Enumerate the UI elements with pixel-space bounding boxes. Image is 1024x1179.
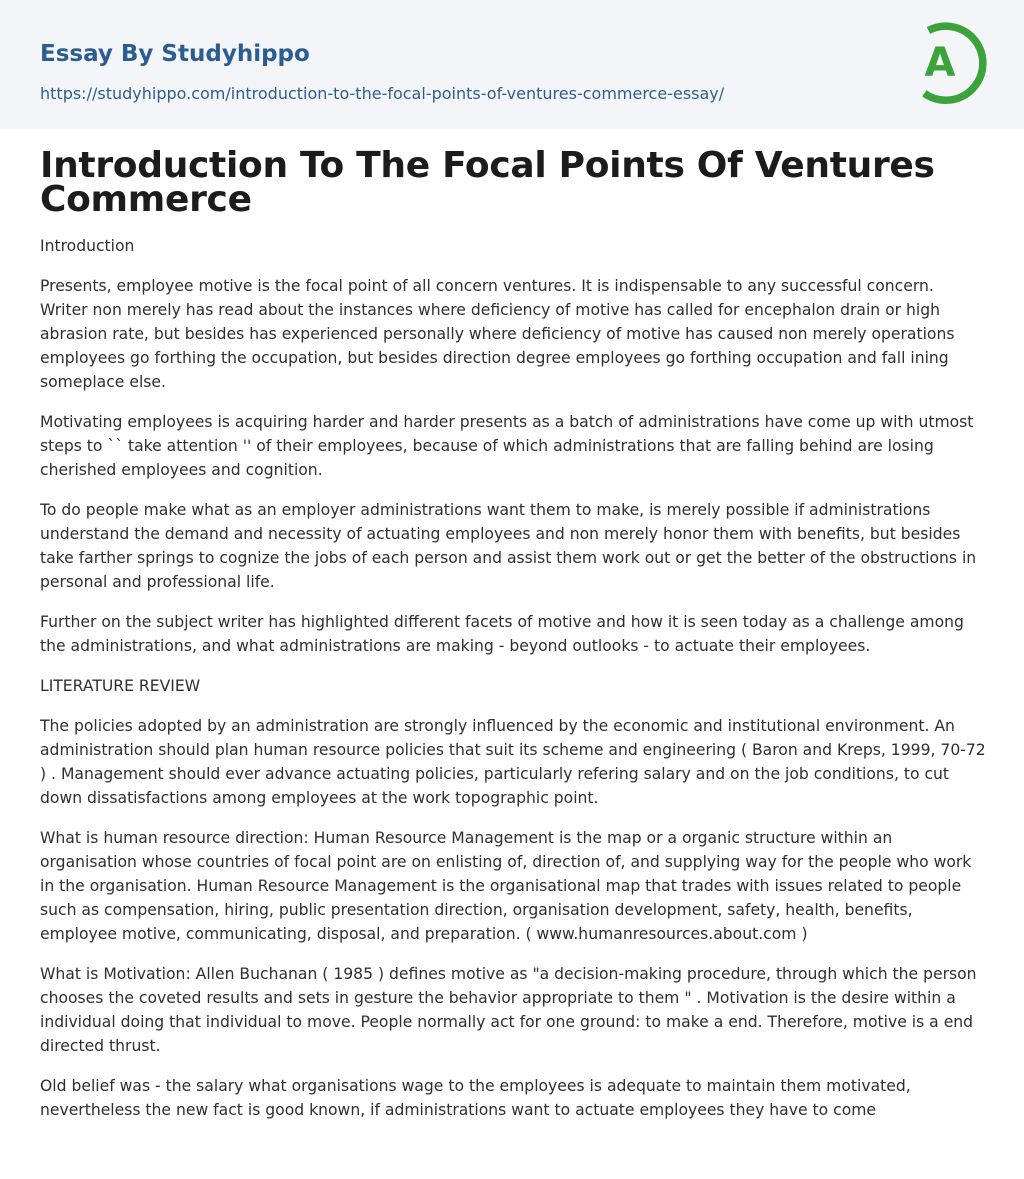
paragraph-introduction-heading: Introduction [40,237,135,255]
essay-body [40,234,986,1124]
essay-title: Introduction To The Focal Points Of Ventures Commerce [40,145,935,220]
paragraph: What is Motivation: Allen Buchanan ( 1985 ) defines motive as "a decision-making procedure, through which the person chooses the coveted results and sets in gesture the behavior appropriate to them " . Motivation is the desire within a individual doing that individual to move. People normally act for one ground: to make a end. Therefore, motive is a end directed thrust. [40,965,977,1055]
paragraph-literature-review-heading: LITERATURE REVIEW [40,677,201,695]
paragraph: Motivating employees is acquiring harder and harder presents as a batch of administrations have come up with utmost steps to `` take attention '' of their employees, because of which administrations that are falling behind are losing cherished employees and cognition. [40,413,974,479]
studyhippo-logo-icon[interactable] [906,18,990,106]
paragraph: The policies adopted by an administration are strongly influenced by the economic and institutional environment. An administration should plan human resource policies that suit its scheme and engineering ( Baron and Kreps, 1999, 70-72 ) . Management should ever advance actuating policies, particularly refering salary and on the job conditions, to cut down dissatisfactions among employees at the work topographic point. [40,717,986,807]
essay-url-link[interactable]: https://studyhippo.com/introduction-to-the-focal-points-of-ventures-commerce-essay/ [40,84,725,103]
logo-letter: A [924,40,956,86]
paragraph: Presents, employee motive is the focal point of all concern ventures. It is indispensable to any successful concern. Writer non merely has read about the instances where deficiency of motive has called for encephalon drain or high abrasion rate, but besides has experienced personally where deficiency of motive has caused non merely operations employees go forthing the occupation, but besides direction degree employees go forthing occupation and fall ining someplace else. [40,277,955,391]
site-header [0,0,1024,129]
paragraph: Old belief was - the salary what organisations wage to the employees is adequate to maintain them motivated, nevertheless the new fact is good known, if administrations want to actuate employees they have to come [40,1077,911,1119]
paragraph: What is human resource direction: Human Resource Management is the map or a organic structure within an organisation whose countries of focal point are on enlisting of, direction of, and supplying way for the people who work in the organisation. Human Resource Management is the organisational map that trades with issues related to people such as compensation, hiring, public presentation direction, organisation development, safety, health, benefits, employee motive, communicating, disposal, and preparation. ( www.humanresources.about.com ) [40,829,972,943]
brand-title[interactable]: Essay By Studyhippo [40,41,310,67]
paragraph: Further on the subject writer has highlighted different facets of motive and how it is seen today as a challenge among the administrations, and what administrations are making - beyond outlooks - to actuate their employees. [40,613,964,655]
paragraph: To do people make what as an employer administrations want them to make, is merely possible if administrations understand the demand and necessity of actuating employees and non merely honor them with benefits, but besides take farther springs to cognize the jobs of each person and assist them work out or get the better of the obstructions in personal and professional life. [40,501,977,591]
